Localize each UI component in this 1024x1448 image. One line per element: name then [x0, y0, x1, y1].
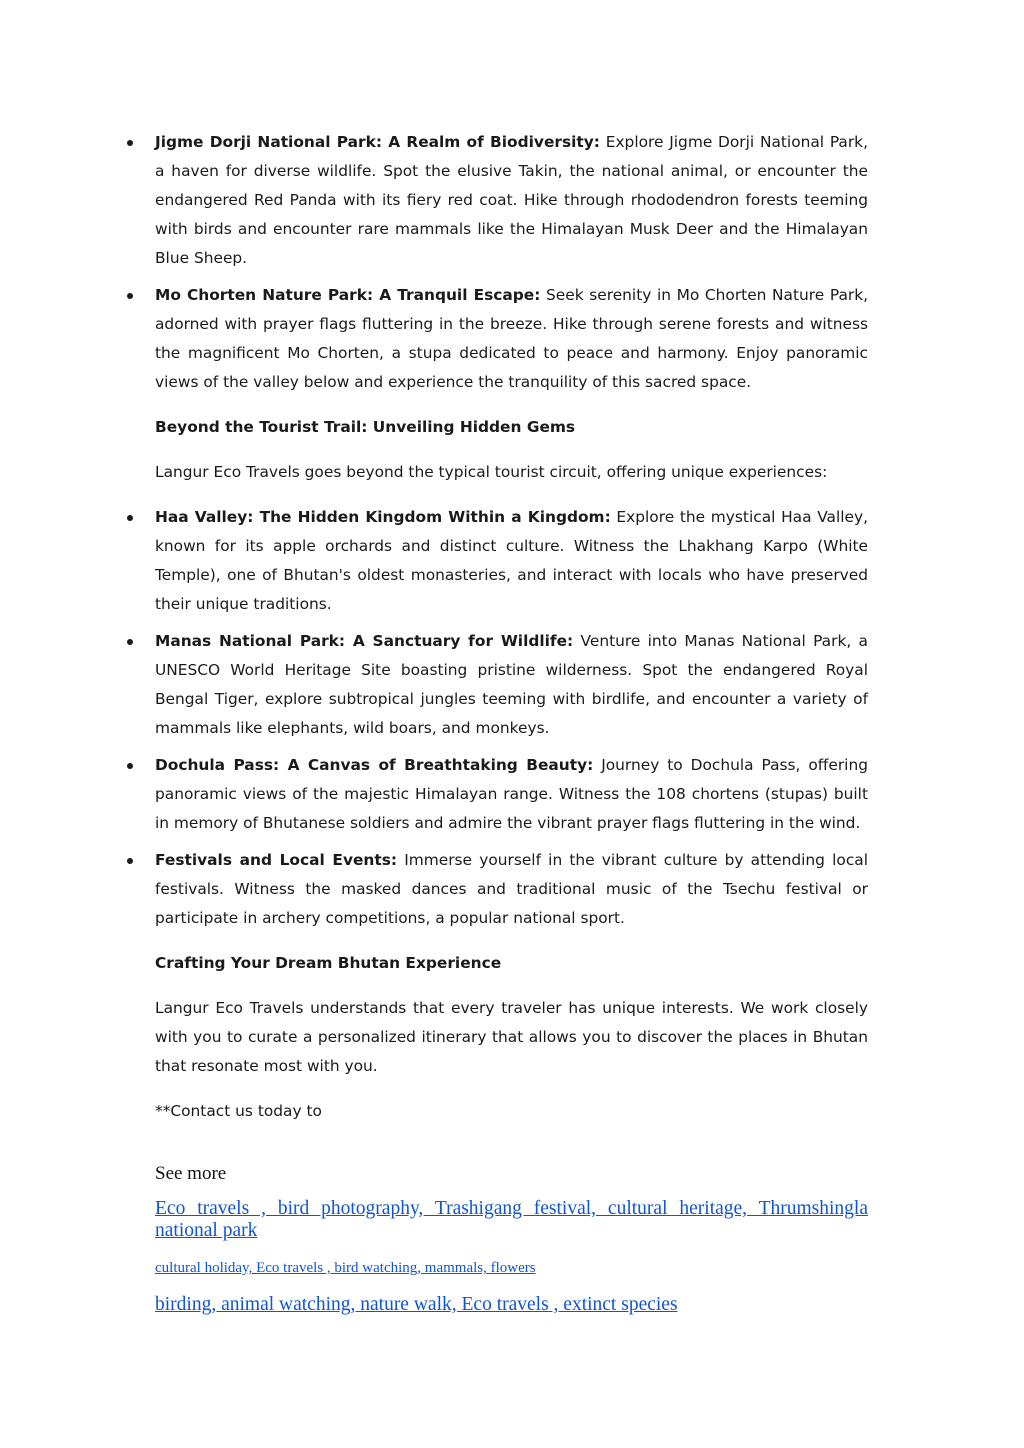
item-text: Explore the mystical Haa Valley, known for its apple orchards and distinct culture. Witness the Lhakhang Karpo (White Temple), one of Bhutan's oldest monasteries, and interact with locals who have preserved their unique traditions. — [155, 508, 868, 613]
list-item — [155, 281, 868, 397]
item-text: Journey to Dochula Pass, offering panoramic views of the majestic Himalayan range. Witness the 108 chortens (stupas) built in memory of Bhutanese soldiers and admire the vibrant prayer flags fluttering in the wind. — [155, 756, 868, 832]
item-text: Explore Jigme Dorji National Park, a haven for diverse wildlife. Spot the elusive Takin, the national animal, or encounter the endangered Red Panda with its fiery red coat. Hike through rhododendron forests teeming with birds and encounter rare mammals like the Himalayan Musk Deer and the Himalayan Blue Sheep. — [155, 133, 868, 267]
document-page — [155, 128, 868, 1332]
section-heading: Crafting Your Dream Bhutan Experience — [155, 954, 502, 972]
contact-text: **Contact us today to — [155, 1102, 322, 1120]
item-text: Seek serenity in Mo Chorten Nature Park, adorned with prayer flags fluttering in the breeze. Hike through serene forests and witness the magnificent Mo Chorten, a stupa dedicated to peace and harmony. Enjoy panoramic views of the valley below and experience the tranquility of this sacred space. — [155, 286, 869, 391]
item-text: Venture into Manas National Park, a UNESCO World Heritage Site boasting pristine wilderness. Spot the endangered Royal Bengal Tiger, explore subtropical jungles teeming with birdlife, and encounter a variety of mammals like elephants, wild boars, and monkeys. — [155, 632, 868, 737]
attractions-list — [155, 128, 868, 397]
related-link[interactable]: cultural holiday, Eco travels , bird watching, mammals, flowers — [155, 1260, 536, 1276]
item-lead: Manas National Park: A Sanctuary for Wildlife: — [155, 632, 574, 650]
item-lead: Jigme Dorji National Park: A Realm of Biodiversity: — [155, 133, 600, 151]
item-lead: Mo Chorten Nature Park: A Tranquil Escape: — [155, 286, 541, 304]
hidden-gems-list — [155, 503, 868, 933]
item-lead: Dochula Pass: A Canvas of Breathtaking Beauty: — [155, 756, 594, 774]
list-item — [155, 751, 868, 838]
list-item — [155, 627, 868, 743]
list-item — [155, 128, 868, 273]
item-text: Immerse yourself in the vibrant culture by attending local festivals. Witness the masked dances and traditional music of the Tsechu festival or participate in archery competitions, a popular national sport. — [155, 851, 868, 927]
see-more-label: See more — [155, 1163, 227, 1184]
section-heading: Beyond the Tourist Trail: Unveiling Hidden Gems — [155, 418, 576, 436]
intro-paragraph: Langur Eco Travels goes beyond the typical tourist circuit, offering unique experiences: — [155, 463, 828, 481]
related-link[interactable]: birding, animal watching, nature walk, Eco travels , extinct species — [155, 1294, 678, 1315]
list-item — [155, 846, 868, 933]
body-paragraph: Langur Eco Travels understands that every traveler has unique interests. We work closely with you to curate a personalized itinerary that allows you to discover the places in Bhutan that resonate most with you. — [155, 999, 868, 1075]
item-lead: Festivals and Local Events: — [155, 851, 398, 869]
list-item — [155, 503, 868, 619]
related-link[interactable]: Eco travels , bird photography, Trashigang festival, cultural heritage, Thrumshingla national park — [155, 1198, 868, 1241]
item-lead: Haa Valley: The Hidden Kingdom Within a Kingdom: — [155, 508, 611, 526]
